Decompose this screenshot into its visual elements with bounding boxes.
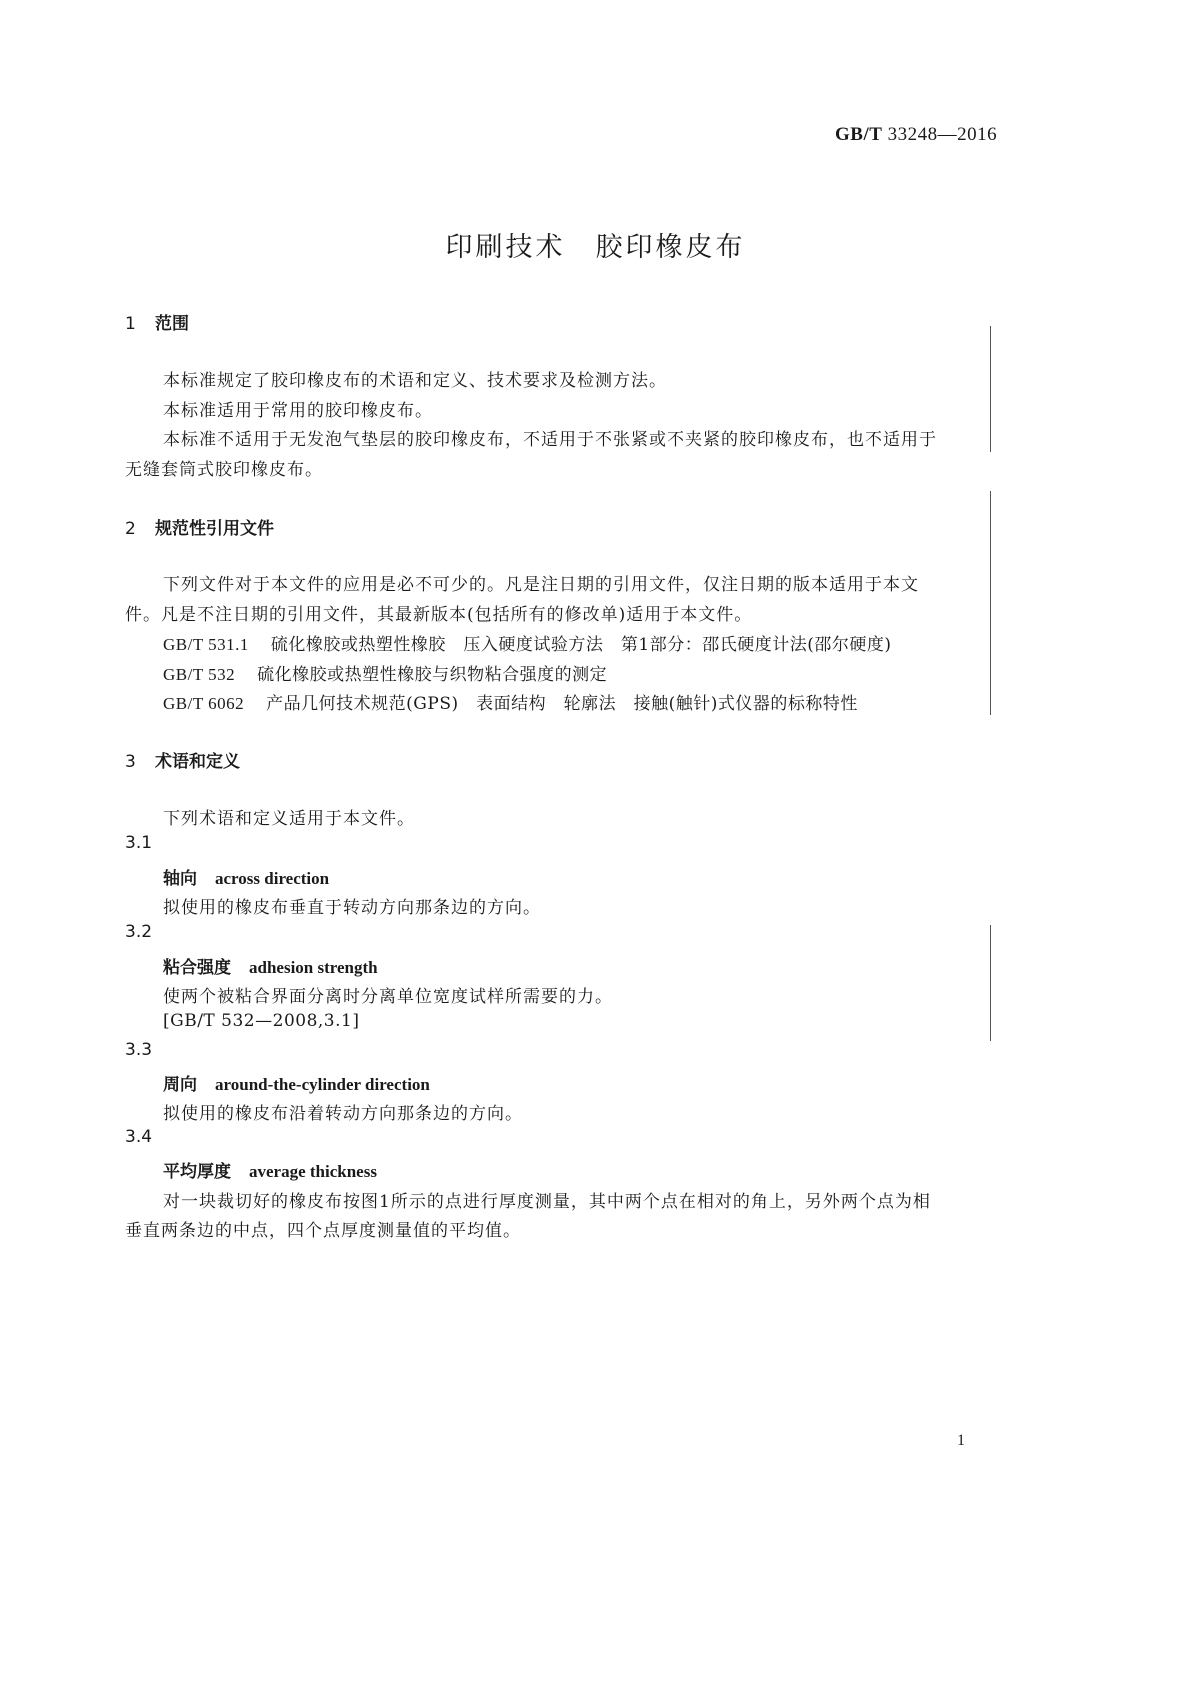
document-title bbox=[0, 225, 1191, 264]
change-bar bbox=[990, 925, 991, 1041]
paragraph: 下列文件对于本文件的应用是必不可少的。凡是注日期的引用文件，仅注日期的版本适用于本文 bbox=[163, 575, 919, 595]
term-heading bbox=[163, 1070, 430, 1095]
term-definition: 对一块裁切好的橡皮布按图1所示的点进行厚度测量，其中两个点在相对的角上，另外两个点为相 bbox=[163, 1192, 931, 1212]
term-heading bbox=[163, 864, 329, 889]
section-title: 术语和定义 bbox=[155, 752, 240, 772]
paragraph: 本标准适用于常用的胶印橡皮布。 bbox=[163, 401, 433, 421]
standard-number: 33248—2016 bbox=[887, 124, 998, 145]
section-number: 2 bbox=[125, 519, 136, 539]
term-heading bbox=[163, 1157, 377, 1182]
section-number: 1 bbox=[125, 314, 136, 334]
reference-code: GB/T 532 bbox=[163, 665, 236, 684]
term-number: 3.1 bbox=[125, 833, 153, 853]
change-bar bbox=[990, 491, 991, 715]
paragraph: 件。凡是不注日期的引用文件，其最新版本(包括所有的修改单)适用于本文件。 bbox=[125, 605, 753, 625]
standard-code bbox=[835, 124, 997, 146]
reference-item bbox=[163, 689, 858, 714]
term-heading bbox=[163, 953, 378, 978]
reference-title: 硫化橡胶或热塑性橡胶与织物粘合强度的测定 bbox=[257, 665, 608, 685]
term-definition: 拟使用的橡皮布垂直于转动方向那条边的方向。 bbox=[163, 898, 541, 918]
term-definition: 垂直两条边的中点，四个点厚度测量值的平均值。 bbox=[125, 1221, 521, 1241]
term-chinese: 平均厚度 bbox=[163, 1162, 231, 1182]
title-part2: 胶印橡皮布 bbox=[595, 232, 746, 263]
section-1-heading bbox=[125, 309, 189, 334]
term-chinese: 周向 bbox=[163, 1075, 197, 1095]
term-definition: 使两个被粘合界面分离时分离单位宽度试样所需要的力。 bbox=[163, 987, 613, 1007]
term-chinese: 粘合强度 bbox=[163, 958, 231, 978]
section-2-heading bbox=[125, 514, 274, 539]
standard-prefix: GB/T bbox=[835, 124, 883, 145]
paragraph: 无缝套筒式胶印橡皮布。 bbox=[125, 460, 323, 480]
section-3-heading bbox=[125, 747, 240, 772]
term-definition: 拟使用的橡皮布沿着转动方向那条边的方向。 bbox=[163, 1104, 523, 1124]
section-title: 规范性引用文件 bbox=[155, 519, 274, 539]
paragraph: 本标准规定了胶印橡皮布的术语和定义、技术要求及检测方法。 bbox=[163, 371, 667, 391]
paragraph: 本标准不适用于无发泡气垫层的胶印橡皮布，不适用于不张紧或不夹紧的胶印橡皮布，也不适用于 bbox=[163, 430, 937, 450]
change-bar bbox=[990, 326, 991, 452]
reference-code: GB/T 6062 bbox=[163, 694, 245, 713]
term-english: average thickness bbox=[249, 1162, 377, 1181]
reference-item bbox=[163, 630, 892, 655]
term-english: across direction bbox=[215, 869, 330, 888]
section-title: 范围 bbox=[155, 314, 189, 334]
reference-title: 硫化橡胶或热塑性橡胶 压入硬度试验方法 第1部分：邵氏硬度计法(邵尔硬度) bbox=[270, 635, 892, 655]
section-number: 3 bbox=[125, 752, 136, 772]
term-number: 3.4 bbox=[125, 1127, 153, 1147]
title-part1: 印刷技术 bbox=[445, 232, 566, 263]
reference-item bbox=[163, 660, 607, 685]
term-source: [GB/T 532—2008,3.1] bbox=[163, 1011, 360, 1031]
term-english: around-the-cylinder direction bbox=[215, 1075, 430, 1094]
term-chinese: 轴向 bbox=[163, 869, 197, 889]
page-number: 1 bbox=[957, 1432, 965, 1449]
paragraph: 下列术语和定义适用于本文件。 bbox=[163, 809, 415, 829]
reference-code: GB/T 531.1 bbox=[163, 635, 249, 654]
reference-title: 产品几何技术规范(GPS) 表面结构 轮廓法 接触(触针)式仪器的标称特性 bbox=[266, 694, 858, 714]
term-number: 3.2 bbox=[125, 922, 153, 942]
term-number: 3.3 bbox=[125, 1040, 153, 1060]
term-english: adhesion strength bbox=[249, 958, 378, 977]
